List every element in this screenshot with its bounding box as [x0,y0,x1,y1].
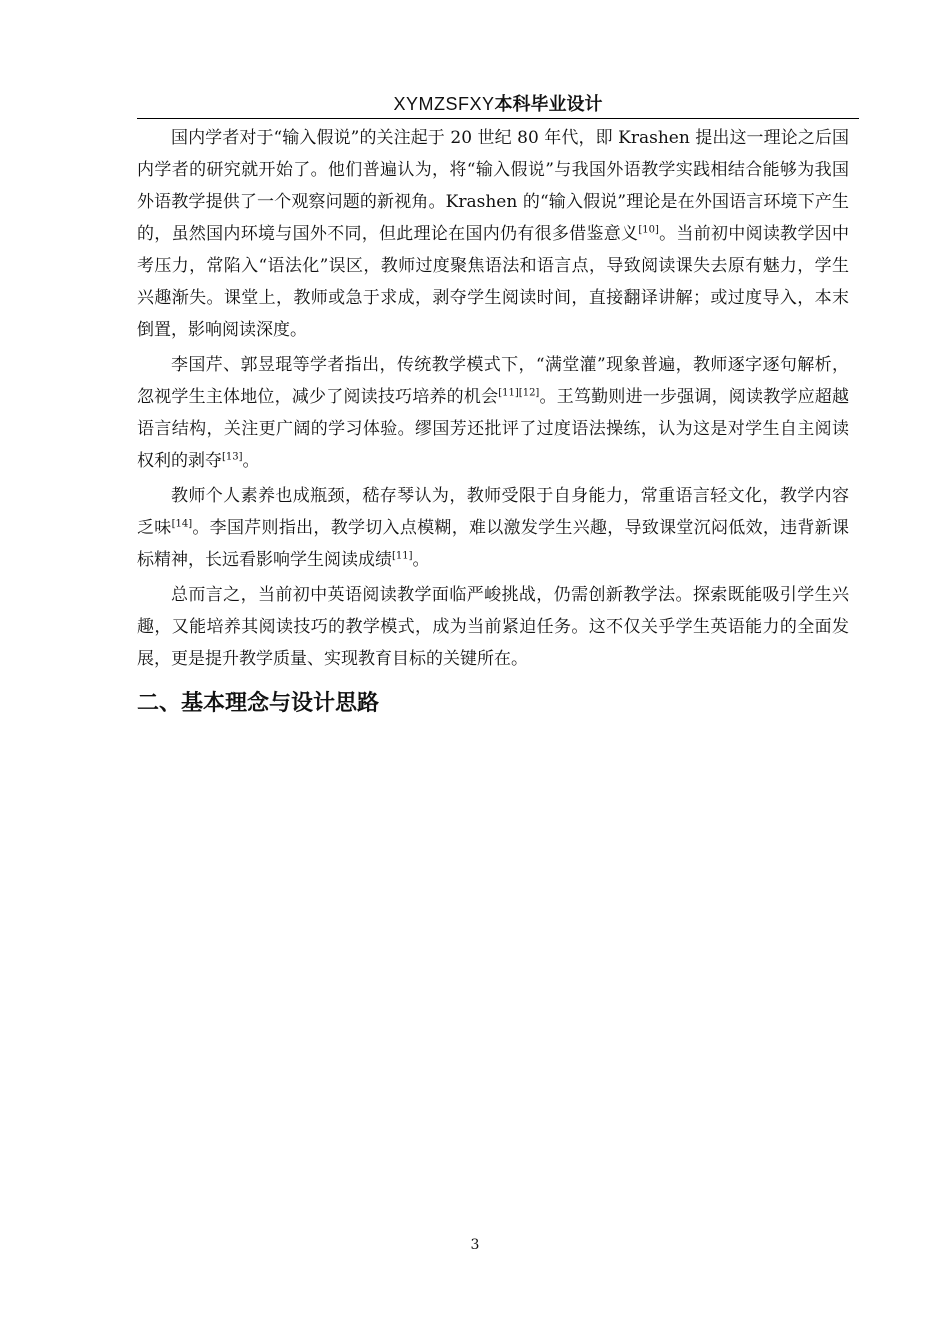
citation: [14] [171,518,193,530]
paragraph-text: 总而言之，当前初中英语阅读教学面临严峻挑战，仍需创新教学法。探索既能吸引学生兴趣，又能培养其阅读技巧的教学模式，成为当前紧迫任务。这不仅关乎学生英语能力的全面发展，更是提升教学质量、实现教育目标的关键所在。 [137,585,849,669]
paragraph-text: 。李国芹则指出，教学切入点模糊，难以激发学生兴趣，导致课堂沉闷低效，违背新课标精神，长远看影响学生阅读成绩 [137,518,850,570]
paragraph-text: 。当前初中阅读教学因中考压力，常陷入“语法化”误区，教师过度聚焦语法和语言点，导致阅读课失去原有魅力，学生兴趣渐失。课堂上，教师或急于求成，剥夺学生阅读时间，直接翻译讲解；或过度导入，本末倒置，影响阅读深度。 [137,224,850,340]
page-header [137,92,859,117]
paragraph [137,480,849,576]
citation: [11] [392,550,413,562]
paragraph-text: 。 [412,550,430,570]
page-number: 3 [470,1237,480,1253]
citation: [10] [638,224,659,236]
citation: [13] [222,451,243,463]
paragraph-text: 教师个人素养也成瓶颈，嵇存琴认为，教师受限于自身能力，常重语言轻文化，教学内容乏味 [137,486,849,538]
paragraph-list [137,122,849,675]
paragraph-text: 。王笃勤则进一步强调，阅读教学应超越语言结构，关注更广阔的学习体验。缪国芳还批评了过度语法操练，认为这是对学生自主阅读权利的剥夺 [137,387,850,471]
paragraph-text: 。 [242,451,260,471]
header-rule [137,118,859,119]
section-heading: 二、基本理念与设计思路 [137,691,380,716]
paragraph [137,122,849,346]
paragraph [137,579,849,675]
body-text [137,122,849,719]
citation: [11][12] [498,387,540,399]
header-code: XYMZSFXY [393,94,495,114]
header-title: 本科毕业设计 [494,94,603,115]
paragraph-text: 国内学者对于“输入假说”的关注起于 20 世纪 80 年代，即 Krashen 提出这一理论之后国内学者的研究就开始了。他们普遍认为，将“输入假说”与我国外语教学实践相结合能够为我国外语教学提供了一个观察问题的新视角。Krashen 的“输入假说”理论是在外国语言环境下产生的，虽然国内环境与国外不同，但此理论在国内仍有很多借鉴意义 [137,128,849,244]
paragraph-text: 李国芹、郭昱琨等学者指出，传统教学模式下，“满堂灌”现象普遍，教师逐字逐句解析，忽视学生主体地位，减少了阅读技巧培养的机会 [137,355,849,407]
paragraph [137,349,849,477]
